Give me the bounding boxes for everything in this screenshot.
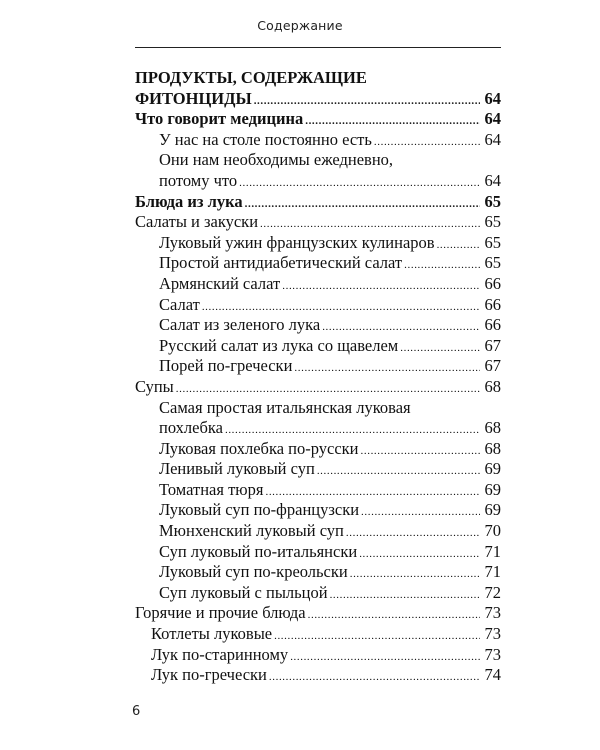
dot-leader xyxy=(274,631,480,642)
toc-entry-title: Горячие и прочие блюда xyxy=(135,603,306,623)
toc-entry-page: 65 xyxy=(484,253,501,273)
toc-entry[interactable] xyxy=(135,583,501,604)
toc-entry-title: Что говорит медицина xyxy=(135,109,304,129)
toc-entry-title-line: ПРОДУКТЫ, СОДЕРЖАЩИЕ xyxy=(135,68,367,87)
toc-entry-page: 72 xyxy=(484,582,501,602)
toc-entry-title: Суп луковый с пыльцой xyxy=(159,582,328,602)
toc-entry-page: 70 xyxy=(484,521,501,541)
toc-entry-page: 69 xyxy=(484,479,501,499)
toc-entry-title: Салат xyxy=(159,294,200,314)
toc-entry-title: Салат из зеленого лука xyxy=(159,315,321,335)
dot-leader xyxy=(308,610,480,621)
toc-entry-page: 68 xyxy=(484,418,501,438)
toc-entry[interactable] xyxy=(135,500,501,521)
toc-entry-title: похлебка xyxy=(159,418,223,438)
dot-leader xyxy=(322,322,480,333)
toc-entry-title: Котлеты луковые xyxy=(151,624,273,644)
toc-entry[interactable] xyxy=(135,233,501,254)
toc-entry[interactable] xyxy=(135,315,501,336)
toc-entry-page: 67 xyxy=(484,356,501,376)
toc-entry-page: 74 xyxy=(484,665,501,685)
toc-entry-title: Луковый суп по-французски xyxy=(159,500,360,520)
dot-leader xyxy=(330,590,480,601)
toc-entry-page: 65 xyxy=(484,212,501,232)
toc-entry-title: Простой антидиабетический салат xyxy=(159,253,403,273)
toc-entry[interactable] xyxy=(135,603,501,624)
toc-entry-title: Томатная тюря xyxy=(159,479,264,499)
dot-leader xyxy=(346,528,480,539)
toc-entry-title: Лук по-старинному xyxy=(151,644,289,664)
toc-entry[interactable] xyxy=(135,109,501,130)
toc-entry[interactable] xyxy=(135,253,501,274)
dot-leader xyxy=(269,672,480,683)
toc-entry-page: 67 xyxy=(484,335,501,355)
toc-entry[interactable] xyxy=(135,398,501,439)
toc-entry[interactable] xyxy=(135,150,501,191)
dot-leader xyxy=(359,549,480,560)
dot-leader xyxy=(239,178,480,189)
toc-entry-page: 65 xyxy=(484,232,501,252)
dot-leader xyxy=(225,425,480,436)
dot-leader xyxy=(265,487,480,498)
toc-entry-page: 69 xyxy=(484,500,501,520)
toc-entry[interactable] xyxy=(135,377,501,398)
toc-entry-title: потому что xyxy=(159,170,238,190)
toc-entry[interactable] xyxy=(135,130,501,151)
toc-entry-page: 68 xyxy=(484,438,501,458)
toc-entry-page: 73 xyxy=(484,603,501,623)
toc-entry-title: ФИТОНЦИДЫ xyxy=(135,88,252,108)
toc-entry[interactable] xyxy=(135,624,501,645)
toc-entry-title-line: Они нам необходимы ежедневно, xyxy=(159,150,394,170)
toc-entry-title-line: Самая простая итальянская луковая xyxy=(159,397,411,417)
toc-entry-page: 73 xyxy=(484,624,501,644)
toc-entry[interactable] xyxy=(135,542,501,563)
toc-entry-title: Лук по-гречески xyxy=(151,665,267,685)
table-of-contents xyxy=(135,68,501,686)
dot-leader xyxy=(400,343,480,354)
dot-leader xyxy=(282,281,480,292)
dot-leader xyxy=(350,569,480,580)
dot-leader xyxy=(260,219,480,230)
running-title: Содержание xyxy=(257,18,343,33)
toc-entry-page: 64 xyxy=(484,129,501,149)
dot-leader xyxy=(404,260,480,271)
dot-leader xyxy=(202,302,480,313)
toc-entry-page: 64 xyxy=(484,109,501,129)
toc-entry-title: Порей по-гречески xyxy=(159,356,293,376)
toc-entry-page: 69 xyxy=(484,459,501,479)
dot-leader xyxy=(245,199,480,210)
toc-entry-title: Армянский салат xyxy=(159,273,281,293)
page-number: 6 xyxy=(132,704,141,719)
toc-entry[interactable] xyxy=(135,295,501,316)
toc-entry[interactable] xyxy=(135,480,501,501)
header-rule xyxy=(135,47,501,48)
toc-entry-title: Луковая похлебка по-русски xyxy=(159,438,359,458)
toc-entry-page: 65 xyxy=(484,191,501,211)
toc-entry-title: Луковый ужин французских кулинаров xyxy=(159,232,435,252)
toc-entry-title: Салаты и закуски xyxy=(135,212,259,232)
toc-entry-title: Русский салат из лука со щавелем xyxy=(159,335,399,355)
toc-entry-title: Луковый суп по-креольски xyxy=(159,562,348,582)
toc-entry-page: 71 xyxy=(484,541,501,561)
dot-leader xyxy=(374,137,480,148)
dot-leader xyxy=(361,446,480,457)
dot-leader xyxy=(254,96,480,107)
toc-entry[interactable] xyxy=(135,439,501,460)
toc-entry-page: 66 xyxy=(484,315,501,335)
toc-entry[interactable] xyxy=(135,336,501,357)
toc-entry[interactable] xyxy=(135,68,501,109)
toc-entry-title: Суп луковый по-итальянски xyxy=(159,541,358,561)
dot-leader xyxy=(437,240,480,251)
toc-entry-title: Мюнхенский луковый суп xyxy=(159,521,344,541)
toc-entry[interactable] xyxy=(135,665,501,686)
toc-entry[interactable] xyxy=(135,521,501,542)
toc-entry[interactable] xyxy=(135,459,501,480)
toc-entry-page: 66 xyxy=(484,294,501,314)
toc-entry-page: 68 xyxy=(484,376,501,396)
toc-entry[interactable] xyxy=(135,562,501,583)
dot-leader xyxy=(176,384,480,395)
toc-entry-page: 71 xyxy=(484,562,501,582)
dot-leader xyxy=(294,363,480,374)
toc-entry-page: 64 xyxy=(484,170,501,190)
toc-entry[interactable] xyxy=(135,645,501,666)
toc-entry-title: Супы xyxy=(135,376,174,396)
toc-entry-title: У нас на столе постоянно есть xyxy=(159,129,372,149)
dot-leader xyxy=(305,116,480,127)
toc-entry-page: 64 xyxy=(484,88,501,108)
toc-entry[interactable] xyxy=(135,212,501,233)
toc-entry-page: 73 xyxy=(484,644,501,664)
dot-leader xyxy=(290,652,480,663)
toc-entry-title: Ленивый луковый суп xyxy=(159,459,315,479)
toc-entry[interactable] xyxy=(135,192,501,213)
toc-entry[interactable] xyxy=(135,356,501,377)
dot-leader xyxy=(317,466,480,477)
toc-entry[interactable] xyxy=(135,274,501,295)
toc-entry-title: Блюда из лука xyxy=(135,191,243,211)
toc-entry-page: 66 xyxy=(484,273,501,293)
dot-leader xyxy=(361,507,480,518)
